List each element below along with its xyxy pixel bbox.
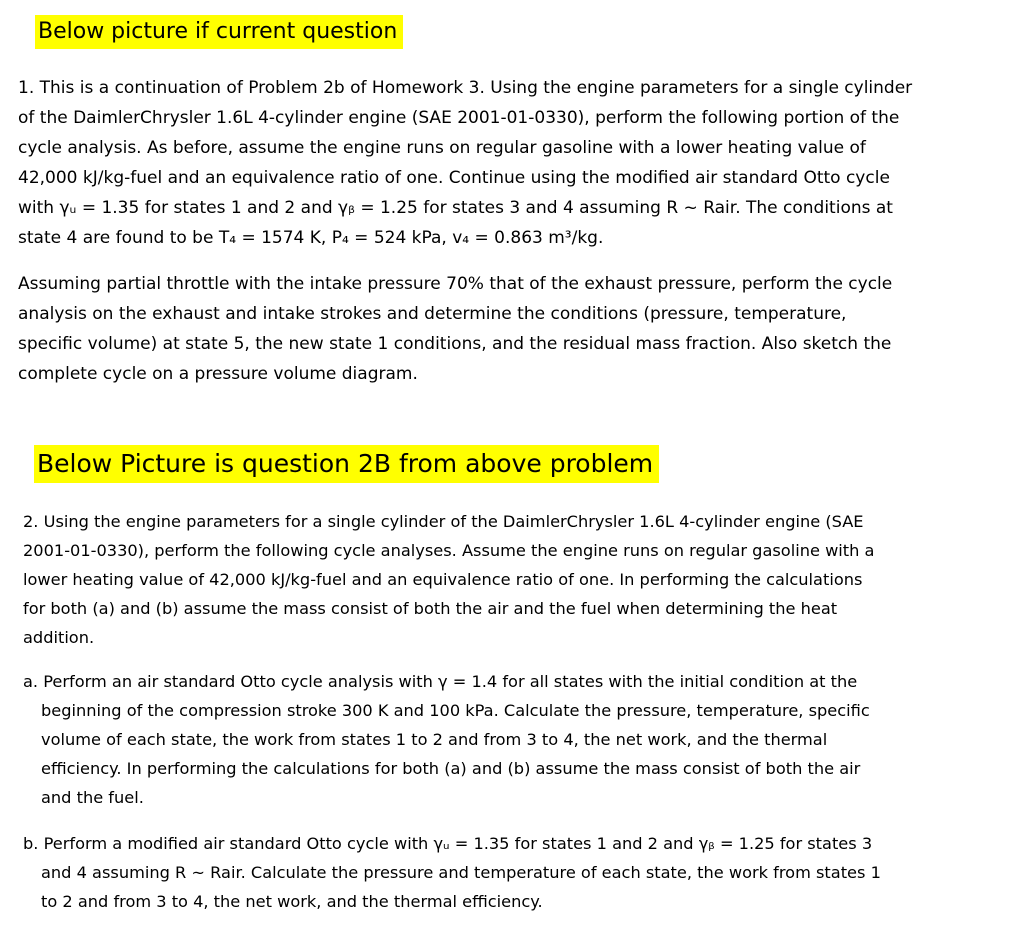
problem-1-line: with γᵤ = 1.35 for states 1 and 2 and γᵦ = 1.25 for states 3 and 4 assuming R ~ Rair. The conditions at bbox=[18, 198, 893, 218]
heading-question-2b: Below Picture is question 2B from above problem bbox=[34, 445, 659, 483]
part-b-line: to 2 and from 3 to 4, the net work, and the thermal efficiency. bbox=[41, 892, 543, 911]
problem-2-line: lower heating value of 42,000 kJ/kg-fuel and an equivalence ratio of one. In performing the calculations bbox=[23, 570, 863, 589]
problem-2-line: 2001-01-0330), perform the following cycle analyses. Assume the engine runs on regular gasoline with a bbox=[23, 541, 875, 560]
part-a-line: beginning of the compression stroke 300 K and 100 kPa. Calculate the pressure, temperature, specific bbox=[41, 701, 870, 720]
problem-2-line: for both (a) and (b) assume the mass consist of both the air and the fuel when determining the heat bbox=[23, 599, 838, 618]
heading-current-question: Below picture if current question bbox=[35, 15, 403, 49]
problem-1-line: complete cycle on a pressure volume diagram. bbox=[18, 364, 418, 384]
part-a-line: volume of each state, the work from states 1 to 2 and from 3 to 4, the net work, and the thermal bbox=[41, 730, 828, 749]
problem-2-line: 2. Using the engine parameters for a single cylinder of the DaimlerChrysler 1.6L 4-cylinder engine (SAE bbox=[23, 512, 864, 531]
problem-1-line: specific volume) at state 5, the new state 1 conditions, and the residual mass fraction. Also sketch the bbox=[18, 334, 892, 354]
problem-1-line: 42,000 kJ/kg-fuel and an equivalence ratio of one. Continue using the modified air standard Otto cycle bbox=[18, 168, 890, 188]
problem-1-line: state 4 are found to be T₄ = 1574 K, P₄ = 524 kPa, v₄ = 0.863 m³/kg. bbox=[18, 228, 604, 248]
part-b-line: and 4 assuming R ~ Rair. Calculate the pressure and temperature of each state, the work from states 1 bbox=[41, 863, 881, 882]
part-a-line: a. Perform an air standard Otto cycle analysis with γ = 1.4 for all states with the initial condition at the bbox=[23, 672, 858, 691]
problem-1-paragraph-2 bbox=[18, 269, 892, 389]
problem-2-line: addition. bbox=[23, 628, 95, 647]
problem-2-part-b bbox=[23, 829, 881, 916]
problem-2-part-a bbox=[23, 667, 870, 812]
problem-1-line: of the DaimlerChrysler 1.6L 4-cylinder engine (SAE 2001-01-0330), perform the following portion of the bbox=[18, 108, 900, 128]
part-a-line: efficiency. In performing the calculations for both (a) and (b) assume the mass consist of both the air bbox=[41, 759, 861, 778]
part-a-line: and the fuel. bbox=[41, 788, 144, 807]
problem-2-intro bbox=[23, 507, 874, 652]
problem-1-line: 1. This is a continuation of Problem 2b of Homework 3. Using the engine parameters for a single cylinder bbox=[18, 78, 913, 98]
problem-1-paragraph-1 bbox=[18, 73, 912, 253]
problem-1-line: cycle analysis. As before, assume the engine runs on regular gasoline with a lower heating value of bbox=[18, 138, 866, 158]
part-b-line: b. Perform a modified air standard Otto cycle with γᵤ = 1.35 for states 1 and 2 and γᵦ = 1.25 for states 3 bbox=[23, 834, 873, 853]
problem-1-line: analysis on the exhaust and intake strokes and determine the conditions (pressure, temperature, bbox=[18, 304, 847, 324]
problem-1-line: Assuming partial throttle with the intake pressure 70% that of the exhaust pressure, perform the cycle bbox=[18, 274, 893, 294]
